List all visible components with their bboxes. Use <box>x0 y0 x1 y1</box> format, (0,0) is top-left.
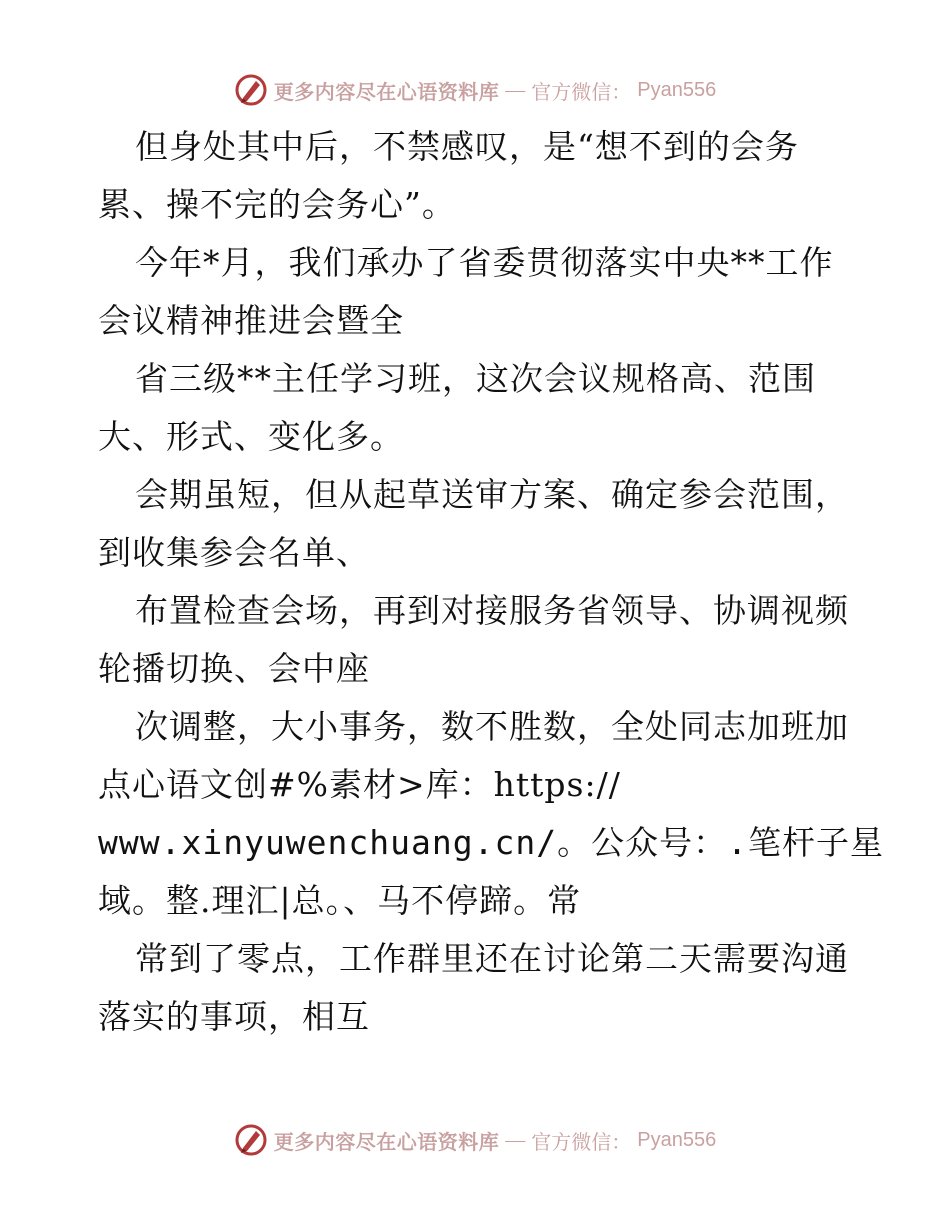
footer-banner <box>0 1120 950 1160</box>
footer-title: 更多内容尽在心语资料库 <box>273 1129 500 1154</box>
text-line: 域。整.理汇|总。、马不停蹄。常 <box>98 881 582 920</box>
header-banner <box>0 70 950 110</box>
text-line: 次调整，大小事务，数不胜数，全处同志加班加 <box>135 707 849 746</box>
header-separator: — <box>505 78 526 101</box>
text-line: 会议精神推进会暨全 <box>98 301 404 340</box>
footer-wechat-label: 官方微信： <box>531 1129 632 1154</box>
text-line: 落实的事项，相互 <box>98 997 370 1036</box>
footer-separator: — <box>505 1128 526 1151</box>
text-line: 但身处其中后，不禁感叹，是“想不到的会务 <box>135 127 799 166</box>
text-line: 累、操不完的会务心”。 <box>98 185 456 224</box>
document-body <box>98 118 884 1046</box>
text-line: 轮播切换、会中座 <box>98 649 370 688</box>
text-line: 会期虽短，但从起草送审方案、确定参会范围， <box>135 475 849 514</box>
text-line: 到收集参会名单、 <box>98 533 370 572</box>
footer-wechat-id: Pyan556 <box>637 1128 717 1151</box>
text-line: 布置检查会场，再到对接服务省领导、协调视频 <box>135 591 849 630</box>
text-line: 省三级**主任学习班，这次会议规格高、范围 <box>135 359 816 398</box>
text-line: 大、形式、变化多。 <box>98 417 404 456</box>
text-line: www.xinyuwenchuang.cn/。公众号：.笔杆子星 <box>98 823 884 862</box>
text-line: 常到了零点，工作群里还在讨论第二天需要沟通 <box>135 939 849 978</box>
text-line: 点心语文创#%素材>库：https:// <box>98 765 621 804</box>
header-wechat-label: 官方微信： <box>531 79 632 104</box>
header-title: 更多内容尽在心语资料库 <box>273 79 500 104</box>
header-wechat-id: Pyan556 <box>637 78 717 101</box>
text-line: 今年*月，我们承办了省委贯彻落实中央**工作 <box>135 243 834 282</box>
pen-logo-icon <box>234 73 268 107</box>
pen-logo-icon <box>234 1123 268 1157</box>
